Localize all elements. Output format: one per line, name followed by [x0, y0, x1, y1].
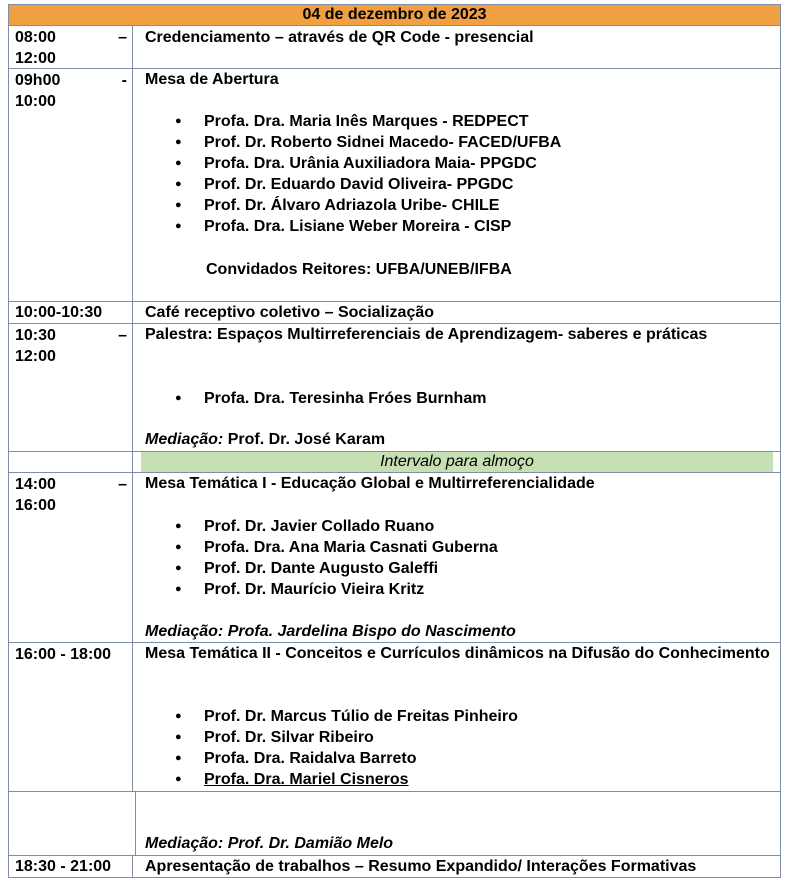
mediation-palestra: Mediação: Prof. Dr. José Karam	[145, 431, 386, 448]
list-item: ● Profa. Dra. Raidalva Barreto	[145, 748, 518, 769]
list-item: ● Profa. Dra. Urânia Auxiliadora Maia- PPGDC	[145, 153, 561, 174]
title-mesa2: Mesa Temática II - Conceitos e Currículos dinâmicos na Difusão do Conhecimento	[145, 645, 770, 662]
title-apresentacao: Apresentação de trabalhos – Resumo Expandido/ Interações Formativas	[145, 858, 697, 875]
list-item: ● Prof. Dr. Javier Collado Ruano	[145, 516, 498, 537]
list-item: ● Profa. Dra. Mariel Cisneros	[145, 769, 518, 790]
time-abertura: 09h00 - 10:00	[15, 72, 127, 110]
guests-abertura: Convidados Reitores: UFBA/UNEB/IFBA	[206, 261, 512, 278]
speakers-palestra	[145, 388, 486, 409]
title-abertura: Mesa de Abertura	[145, 71, 279, 88]
list-item: ● Prof. Dr. Álvaro Adriazola Uribe- CHILE	[145, 195, 561, 216]
intervalo-text: Intervalo para almoço	[380, 453, 534, 470]
list-item: ● Prof. Dr. Maurício Vieira Kritz	[145, 579, 498, 600]
list-item: ● Prof. Dr. Marcus Túlio de Freitas Pinheiro	[145, 706, 518, 727]
title-palestra: Palestra: Espaços Multirreferenciais de Aprendizagem- saberes e práticas	[145, 326, 708, 343]
time-mesa2: 16:00 - 18:00	[15, 646, 112, 663]
time-credenciamento: 08:00 – 12:00	[15, 29, 127, 67]
list-item: ● Prof. Dr. Roberto Sidnei Macedo- FACED/UFBA	[145, 132, 561, 153]
speakers-abertura	[145, 111, 561, 237]
list-item: ● Profa. Dra. Ana Maria Casnati Guberna	[145, 537, 498, 558]
intervalo-banner	[141, 452, 773, 472]
title-mesa1: Mesa Temática I - Educação Global e Multirreferencialidade	[145, 475, 595, 492]
mediation-time-cell-mesa2	[135, 792, 136, 856]
list-item: ● Profa. Dra. Maria Inês Marques - REDPECT	[145, 111, 561, 132]
speakers-mesa1	[145, 516, 498, 600]
list-item: ● Profa. Dra. Teresinha Fróes Burnham	[145, 388, 486, 409]
list-item: ● Profa. Dra. Lisiane Weber Moreira - CISP	[145, 216, 561, 237]
time-cafe: 10:00-10:30	[15, 304, 103, 321]
title-credenciamento: Credenciamento – através de QR Code - presencial	[145, 29, 534, 46]
time-apresentacao: 18:30 - 21:00	[15, 858, 112, 875]
speakers-mesa2	[145, 706, 518, 790]
time-cell-intervalo	[8, 451, 133, 473]
date-header	[8, 4, 781, 26]
mediation-mesa2: Mediação: Prof. Dr. Damião Melo	[145, 835, 394, 852]
list-item: ● Prof. Dr. Silvar Ribeiro	[145, 727, 518, 748]
list-item: ● Prof. Dr. Eduardo David Oliveira- PPGDC	[145, 174, 561, 195]
mediation-mesa1: Mediação: Profa. Jardelina Bispo do Nascimento	[145, 623, 516, 640]
date-header-text: 04 de dezembro de 2023	[302, 6, 487, 23]
title-cafe: Café receptivo coletivo – Socialização	[145, 304, 435, 321]
time-mesa1: 14:00 – 16:00	[15, 476, 127, 514]
list-item: ● Prof. Dr. Dante Augusto Galeffi	[145, 558, 498, 579]
time-palestra: 10:30 – 12:00	[15, 327, 127, 365]
